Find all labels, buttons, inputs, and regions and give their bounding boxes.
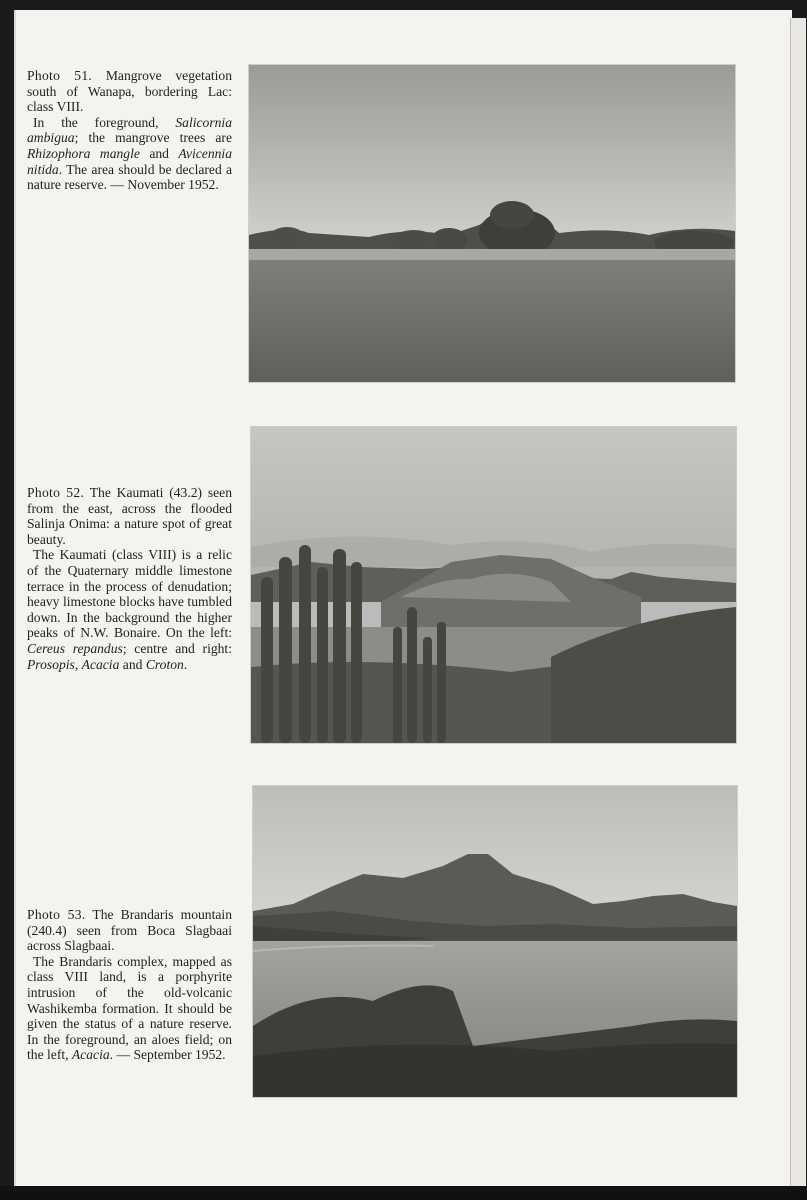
species-name: Salicornia ambigua <box>27 114 232 146</box>
photo-51-mangrove <box>249 65 735 382</box>
species-name: Croton <box>145 656 184 672</box>
page-edge <box>790 18 806 1188</box>
caption-text: . <box>183 656 188 672</box>
caption-text: ; centre and right: <box>122 640 232 656</box>
caption-text: Mangrove vegetation south of Wanapa, bordering Lac: class VIII. <box>27 68 233 115</box>
species-name: Prosopis <box>27 656 75 672</box>
photo-number: Photo 52. <box>27 485 85 500</box>
caption-text: ; the mangrove trees are <box>74 130 232 146</box>
caption-text: and <box>139 145 179 161</box>
caption-text: In the foreground, <box>33 114 176 130</box>
caption-photo-52 <box>27 485 232 672</box>
photo-53-brandaris <box>253 786 737 1097</box>
species-name: Avicennia nitida <box>27 145 232 177</box>
page-shadow <box>0 1186 807 1200</box>
species-name: Acacia <box>81 656 120 672</box>
caption-text: The Brandaris complex, mapped as class VIII land, is a porphyrite intrusion of the old-volcanic Washikemba formation. It should be given the status of a nature reserve. In the foreground, an aloes field; on the left, <box>27 953 232 1063</box>
photo-number: Photo 51. <box>27 68 93 83</box>
species-name: Acacia <box>71 1047 110 1063</box>
caption-text: The Kaumati (class VIII) is a relic of the Quaternary middle limestone terrace in the process of denudation; heavy limestone blocks have tumbled down. In the background the higher peaks of N.W. Bonaire. On the left: <box>27 547 232 641</box>
photo-number: Photo 53. <box>27 907 86 922</box>
caption-photo-51 <box>27 68 232 193</box>
photo-52-kaumati <box>251 427 736 743</box>
caption-text: and <box>119 656 146 672</box>
species-name: Cereus repandus <box>27 640 123 656</box>
caption-text: . — September 1952. <box>109 1047 226 1063</box>
species-name: Rhizophora mangle <box>27 145 140 161</box>
caption-text: , <box>74 656 82 672</box>
caption-text: The Kaumati (43.2) seen from the east, across the flooded Salinja Onima: a nature spot of great beauty. <box>27 485 232 547</box>
caption-text: The Brandaris mountain (240.4) seen from Boca Slagbaai across Slagbaai. <box>27 907 232 954</box>
caption-photo-53 <box>27 907 232 1063</box>
caption-text: . The area should be declared a nature reserve. — November 1952. <box>27 161 232 193</box>
